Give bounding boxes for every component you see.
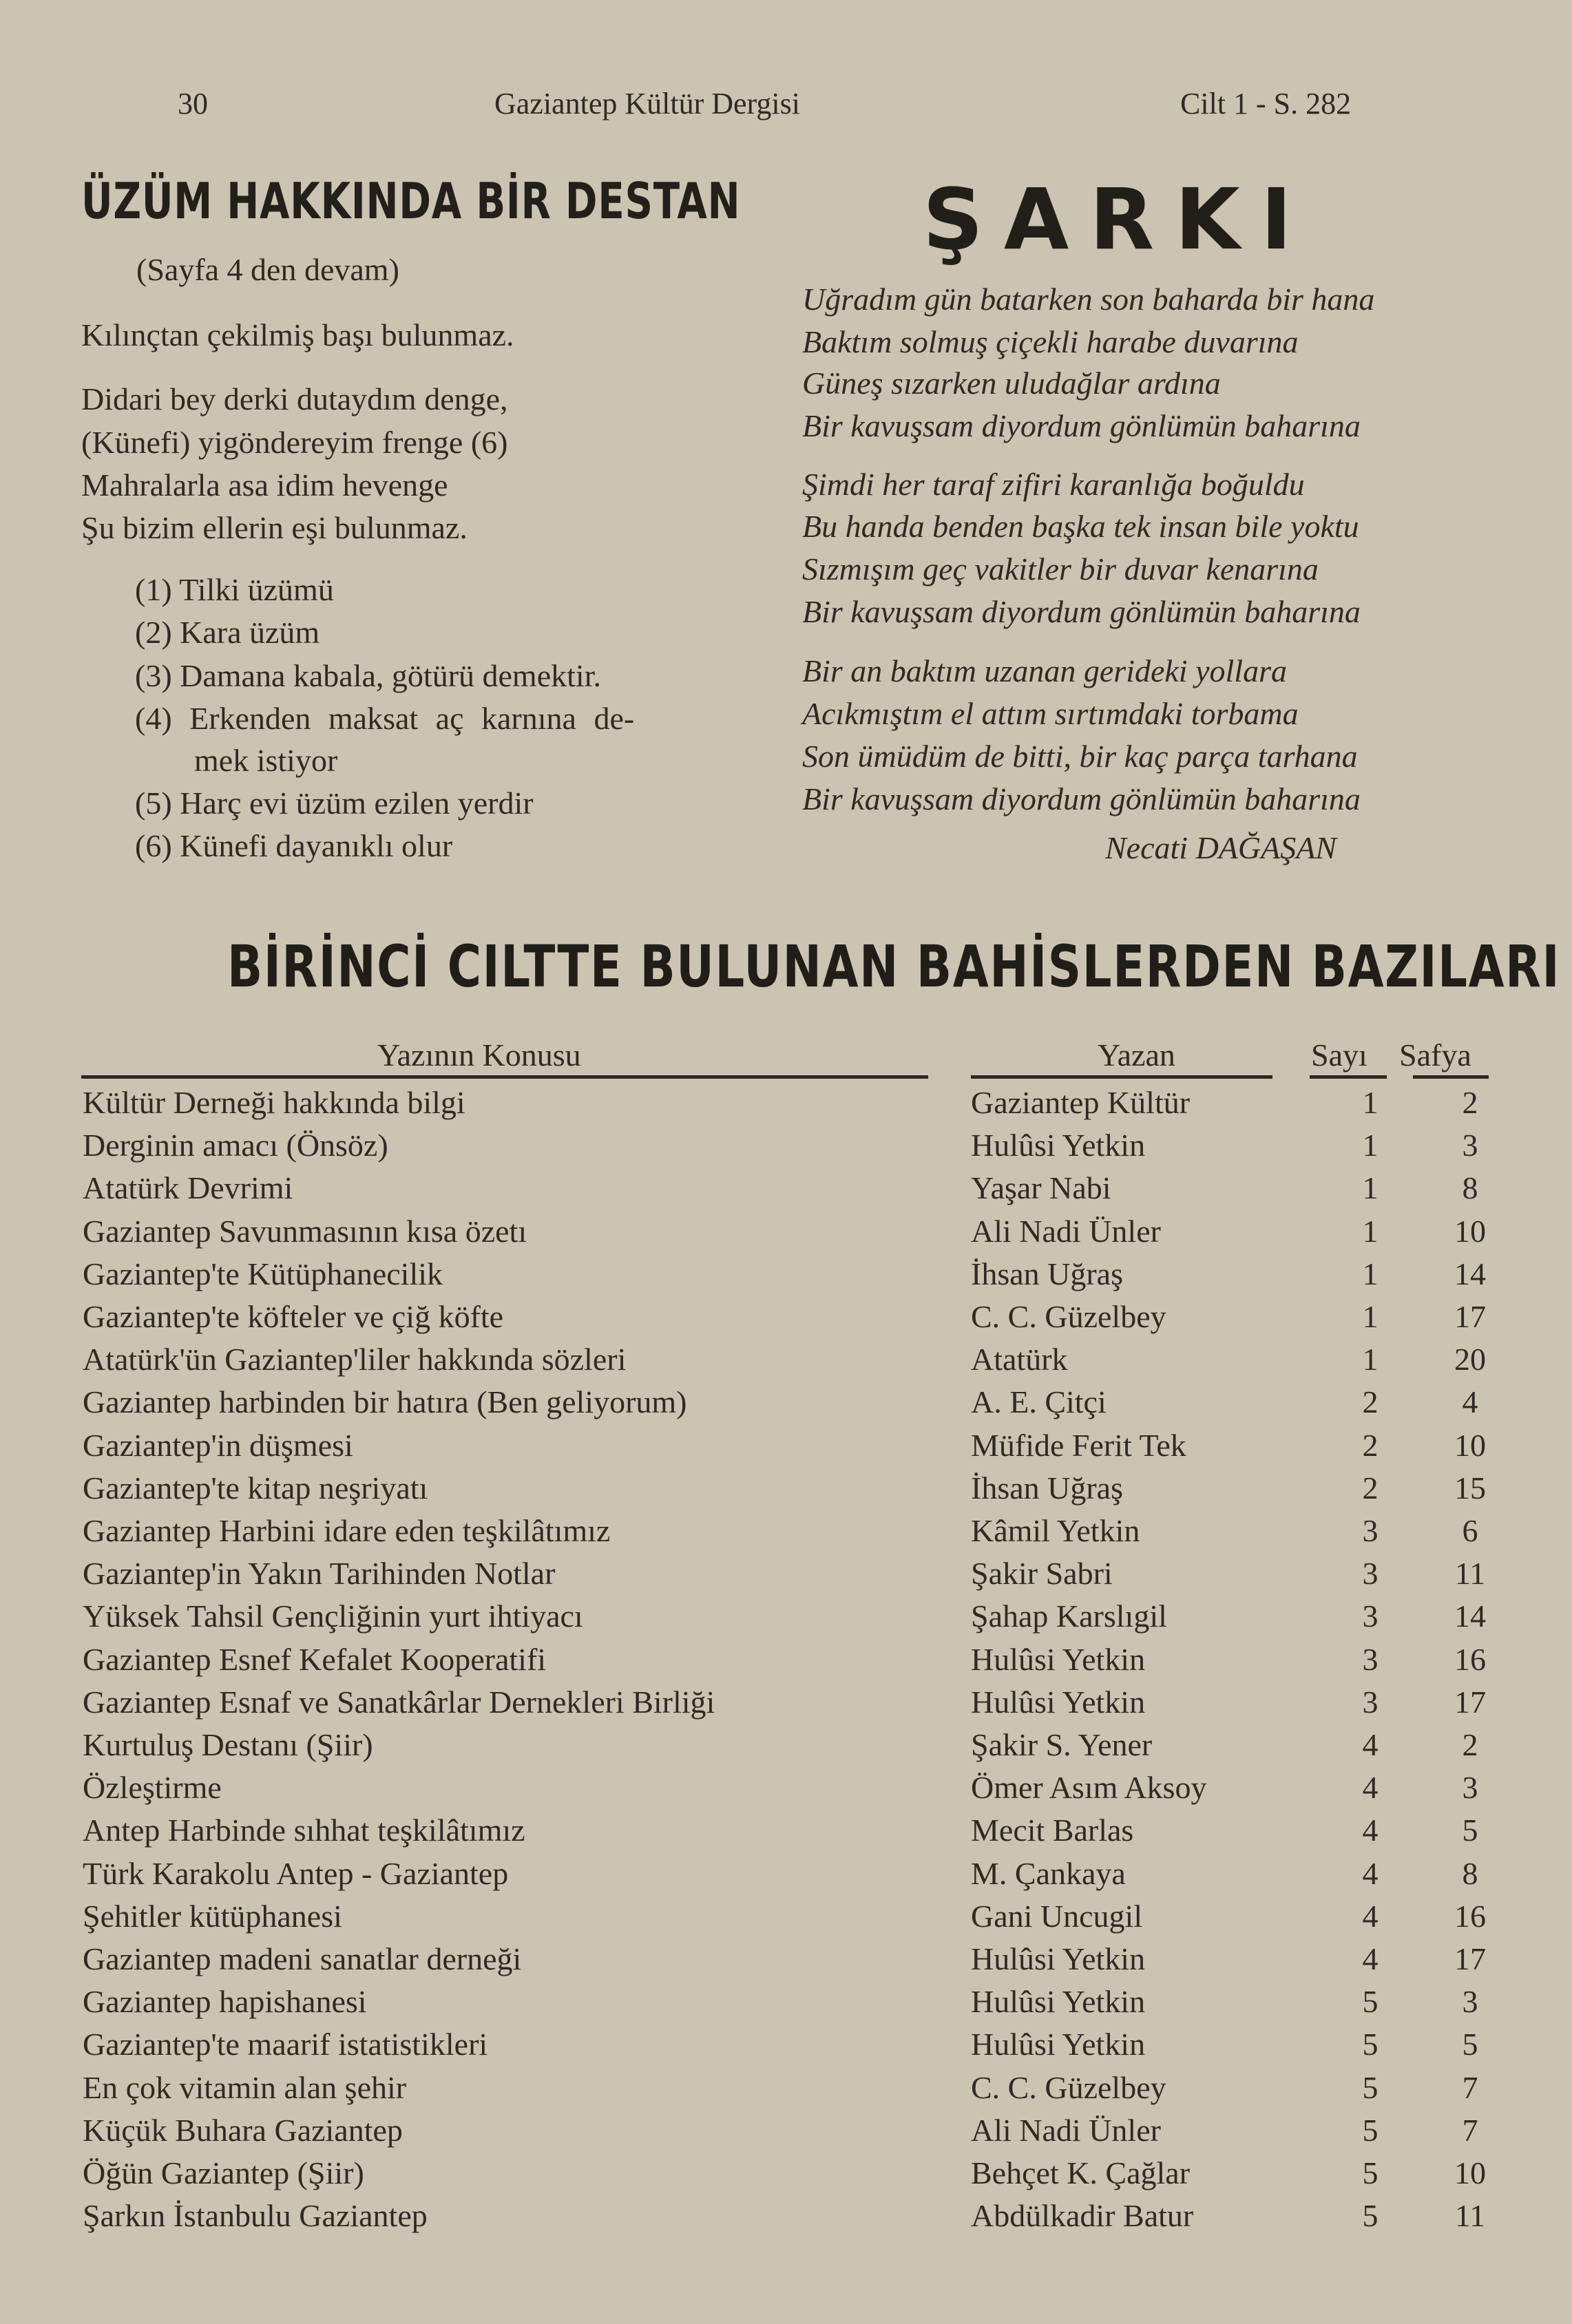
row-page: 15 — [1454, 1470, 1486, 1506]
row-subject: Gaziantep'in Yakın Tarihinden Notlar — [83, 1556, 556, 1592]
row-issue: 5 — [1362, 2198, 1379, 2234]
table-row — [0, 1983, 1572, 2026]
destan-line: Didari bey derki dutaydım denge, — [81, 381, 508, 416]
row-page: 2 — [1462, 1727, 1478, 1762]
table-row — [0, 1427, 1572, 1470]
row-subject: En çok vitamin alan şehir — [83, 2069, 407, 2105]
row-page: 11 — [1454, 1556, 1486, 1592]
row-page: 10 — [1454, 2155, 1486, 2190]
poem-line: Güneş sızarken uludağlar ardına — [802, 366, 1221, 401]
table-row — [0, 1384, 1572, 1426]
row-issue: 4 — [1362, 1770, 1379, 1806]
row-subject: Öğün Gaziantep (Şiir) — [83, 2155, 364, 2190]
destan-footnote: (2) Kara üzüm — [135, 615, 320, 650]
row-page: 7 — [1462, 2069, 1478, 2105]
table-row — [0, 1555, 1572, 1598]
row-subject: Derginin amacı (Önsöz) — [83, 1128, 388, 1163]
row-subject: Gaziantep Esnaf ve Sanatkârlar Dernekleri Birliği — [83, 1684, 715, 1720]
table-row — [0, 1641, 1572, 1684]
row-page: 4 — [1462, 1384, 1478, 1420]
poem-line: Acıkmıştım el attım sırtımdaki torbama — [802, 696, 1299, 731]
row-issue: 5 — [1362, 1984, 1379, 2020]
table-row — [0, 1512, 1572, 1555]
table-row — [0, 1898, 1572, 1941]
table-row — [0, 1084, 1572, 1127]
row-page: 17 — [1454, 1684, 1486, 1720]
row-page: 20 — [1454, 1342, 1486, 1377]
table-row — [0, 1941, 1572, 1983]
row-issue: 5 — [1362, 2069, 1379, 2105]
column-header-author: Yazan — [1098, 1037, 1175, 1073]
column-header-subject: Yazının Konusu — [377, 1037, 581, 1073]
table-row — [0, 1769, 1572, 1812]
row-subject: Antep Harbinde sıhhat teşkilâtımız — [83, 1813, 525, 1848]
row-page: 3 — [1462, 1984, 1478, 2020]
table-row — [0, 2112, 1572, 2155]
poem-line: Bu handa benden başka tek insan bile yoktu — [802, 509, 1359, 544]
row-author: İhsan Uğraş — [971, 1470, 1123, 1506]
poem-line: Şimdi her taraf zifiri karanlığa boğuldu — [802, 467, 1305, 502]
row-page: 16 — [1454, 1641, 1486, 1677]
row-subject: Kurtuluş Destanı (Şiir) — [83, 1727, 373, 1762]
row-page: 3 — [1462, 1128, 1478, 1163]
row-subject: Gaziantep'te köfteler ve çiğ köfte — [83, 1299, 504, 1334]
row-page: 8 — [1462, 1855, 1478, 1891]
row-issue: 1 — [1362, 1085, 1379, 1120]
row-page: 10 — [1454, 1427, 1486, 1463]
row-author: C. C. Güzelbey — [971, 2069, 1166, 2105]
row-subject: Özleştirme — [83, 1770, 222, 1806]
row-issue: 3 — [1362, 1641, 1379, 1677]
row-page: 7 — [1462, 2112, 1478, 2148]
row-author: Abdülkadir Batur — [971, 2198, 1194, 2234]
row-issue: 4 — [1362, 1898, 1379, 1934]
row-author: Ali Nadi Ünler — [971, 1213, 1161, 1249]
magazine-title: Gaziantep Kültür Dergisi — [494, 87, 800, 120]
row-author: Hulûsi Yetkin — [971, 1684, 1146, 1720]
row-subject: Gaziantep'te Kütüphanecilik — [83, 1256, 443, 1291]
destan-footnote: (3) Damana kabala, götürü demektir. — [135, 658, 601, 693]
row-author: Ömer Asım Aksoy — [971, 1770, 1207, 1806]
page-number: 30 — [178, 87, 208, 120]
row-subject: Gaziantep'te maarif istatistikleri — [83, 2027, 488, 2062]
row-subject: Kültür Derneği hakkında bilgi — [83, 1085, 465, 1120]
row-subject: Şarkın İstanbulu Gaziantep — [83, 2198, 428, 2234]
row-subject: Gaziantep Harbini idare eden teşkilâtımız — [83, 1513, 611, 1548]
row-issue: 1 — [1362, 1170, 1379, 1206]
header-rule — [971, 1075, 1272, 1079]
table-row — [0, 2026, 1572, 2069]
destan-footnote: (4) Erkenden maksat aç karnına de- — [135, 701, 635, 736]
row-author: M. Çankaya — [971, 1855, 1126, 1891]
row-subject: Gaziantep'te kitap neşriyatı — [83, 1470, 428, 1506]
row-author: Şakir S. Yener — [971, 1727, 1153, 1762]
row-author: Gaziantep Kültür — [971, 1085, 1191, 1120]
table-row — [0, 1726, 1572, 1769]
row-issue: 1 — [1362, 1299, 1379, 1334]
row-author: İhsan Uğraş — [971, 1256, 1123, 1291]
row-author: Kâmil Yetkin — [971, 1513, 1140, 1548]
table-row — [0, 1256, 1572, 1298]
row-page: 14 — [1454, 1256, 1486, 1291]
poem-line: Bir kavuşsam diyordum gönlümün baharına — [802, 408, 1361, 443]
row-subject: Atatürk Devrimi — [83, 1170, 293, 1206]
row-subject: Gaziantep Savunmasının kısa özetı — [83, 1213, 527, 1249]
row-subject: Atatürk'ün Gaziantep'liler hakkında sözleri — [83, 1342, 627, 1377]
poem-line: Baktım solmuş çiçekli harabe duvarına — [802, 324, 1299, 359]
row-page: 17 — [1454, 1299, 1486, 1334]
destan-title: ÜZÜM HAKKINDA BİR DESTAN — [81, 172, 741, 230]
row-subject: Yüksek Tahsil Gençliğinin yurt ihtiyacı — [83, 1598, 583, 1634]
row-page: 10 — [1454, 1213, 1486, 1249]
poem-author: Necati DAĞAŞAN — [1105, 830, 1337, 865]
table-row — [0, 1855, 1572, 1898]
row-page: 16 — [1454, 1898, 1486, 1934]
table-row — [0, 2069, 1572, 2112]
row-issue: 1 — [1362, 1213, 1379, 1249]
row-author: Behçet K. Çağlar — [971, 2155, 1191, 2190]
row-issue: 3 — [1362, 1684, 1379, 1720]
row-page: 17 — [1454, 1941, 1486, 1976]
sarki-title: ŞARKI — [923, 171, 1313, 268]
destan-continued-note: (Sayfa 4 den devam) — [136, 252, 399, 287]
column-header-page: Safya — [1399, 1037, 1471, 1073]
row-page: 5 — [1462, 2027, 1478, 2062]
row-page: 6 — [1462, 1513, 1478, 1548]
header-rule — [1413, 1075, 1489, 1079]
row-issue: 4 — [1362, 1727, 1379, 1762]
row-author: A. E. Çitçi — [971, 1384, 1107, 1420]
poem-line: Sızmışım geç vakitler bir duvar kenarına — [802, 551, 1319, 587]
row-page: 3 — [1462, 1770, 1478, 1806]
poem-line: Bir kavuşsam diyordum gönlümün baharına — [802, 594, 1361, 629]
destan-footnote: (6) Künefi dayanıklı olur — [135, 828, 453, 863]
index-title: BİRİNCİ CILTTE BULUNAN BAHİSLERDEN BAZILARI — [227, 933, 1561, 1000]
row-subject: Gaziantep Esnef Kefalet Kooperatifi — [83, 1641, 547, 1677]
table-row — [0, 1298, 1572, 1341]
row-author: Hulûsi Yetkin — [971, 1641, 1146, 1677]
row-issue: 4 — [1362, 1941, 1379, 1976]
row-author: Hulûsi Yetkin — [971, 1984, 1146, 2020]
table-row — [0, 1341, 1572, 1384]
row-page: 11 — [1454, 2198, 1486, 2234]
row-issue: 1 — [1362, 1342, 1379, 1377]
destan-footnote: (1) Tilki üzümü — [135, 572, 334, 607]
destan-footnote: mek istiyor — [194, 743, 338, 778]
row-author: Mecit Barlas — [971, 1813, 1134, 1848]
row-subject: Gaziantep madeni sanatlar derneği — [83, 1941, 522, 1976]
row-author: Şakir Sabri — [971, 1556, 1113, 1592]
row-subject: Türk Karakolu Antep - Gaziantep — [83, 1855, 509, 1891]
table-row — [0, 2197, 1572, 2240]
row-author: C. C. Güzelbey — [971, 1299, 1166, 1334]
row-page: 8 — [1462, 1170, 1478, 1206]
table-row — [0, 1127, 1572, 1170]
row-issue: 2 — [1362, 1384, 1379, 1420]
poem-line: Bir an baktım uzanan gerideki yollara — [802, 653, 1287, 688]
row-subject: Gaziantep'in düşmesi — [83, 1427, 353, 1463]
row-issue: 5 — [1362, 2027, 1379, 2062]
row-author: Gani Uncugil — [971, 1898, 1143, 1934]
row-issue: 2 — [1362, 1470, 1379, 1506]
row-author: Hulûsi Yetkin — [971, 1941, 1146, 1976]
destan-line: (Künefi) yigöndereyim frenge (6) — [81, 425, 508, 460]
row-issue: 1 — [1362, 1128, 1379, 1163]
row-page: 5 — [1462, 1813, 1478, 1848]
row-author: Hulûsi Yetkin — [971, 2027, 1146, 2062]
row-page: 14 — [1454, 1598, 1486, 1634]
row-issue: 4 — [1362, 1813, 1379, 1848]
row-issue: 3 — [1362, 1513, 1379, 1548]
row-author: Atatürk — [971, 1342, 1068, 1377]
poem-line: Son ümüdüm de bitti, bir kaç parça tarhana — [802, 739, 1358, 774]
row-page: 2 — [1462, 1085, 1478, 1120]
table-row — [0, 1170, 1572, 1212]
row-issue: 5 — [1362, 2112, 1379, 2148]
row-subject: Gaziantep harbinden bir hatıra (Ben geliyorum) — [83, 1384, 687, 1420]
table-row — [0, 1213, 1572, 1256]
row-issue: 4 — [1362, 1855, 1379, 1891]
row-issue: 3 — [1362, 1556, 1379, 1592]
row-author: Ali Nadi Ünler — [971, 2112, 1161, 2148]
header-rule — [1310, 1075, 1387, 1079]
poem-line: Bir kavuşsam diyordum gönlümün baharına — [802, 781, 1361, 816]
row-issue: 5 — [1362, 2155, 1379, 2190]
column-header-issue: Sayı — [1311, 1037, 1367, 1073]
row-subject: Küçük Buhara Gaziantep — [83, 2112, 403, 2148]
row-issue: 1 — [1362, 1256, 1379, 1291]
poem-line: Uğradım gün batarken son baharda bir hana — [802, 282, 1375, 317]
row-issue: 2 — [1362, 1427, 1379, 1463]
header-rule — [81, 1075, 928, 1079]
row-author: Hulûsi Yetkin — [971, 1128, 1146, 1163]
table-row — [0, 2155, 1572, 2197]
row-subject: Şehitler kütüphanesi — [83, 1898, 342, 1934]
volume-issue: Cilt 1 - S. 282 — [1180, 87, 1352, 120]
row-author: Şahap Karslıgil — [971, 1598, 1167, 1634]
destan-footnote: (5) Harç evi üzüm ezilen yerdir — [135, 785, 534, 821]
row-author: Yaşar Nabi — [971, 1170, 1111, 1206]
row-issue: 3 — [1362, 1598, 1379, 1634]
table-row — [0, 1812, 1572, 1855]
destan-line: Kılınçtan çekilmiş başı bulunmaz. — [81, 317, 514, 352]
destan-line: Mahralarla asa idim hevenge — [81, 467, 448, 503]
destan-line: Şu bizim ellerin eşi bulunmaz. — [81, 510, 468, 545]
table-row — [0, 1598, 1572, 1640]
row-subject: Gaziantep hapishanesi — [83, 1984, 367, 2020]
row-author: Müfide Ferit Tek — [971, 1427, 1186, 1463]
table-row — [0, 1470, 1572, 1512]
table-row — [0, 1684, 1572, 1726]
